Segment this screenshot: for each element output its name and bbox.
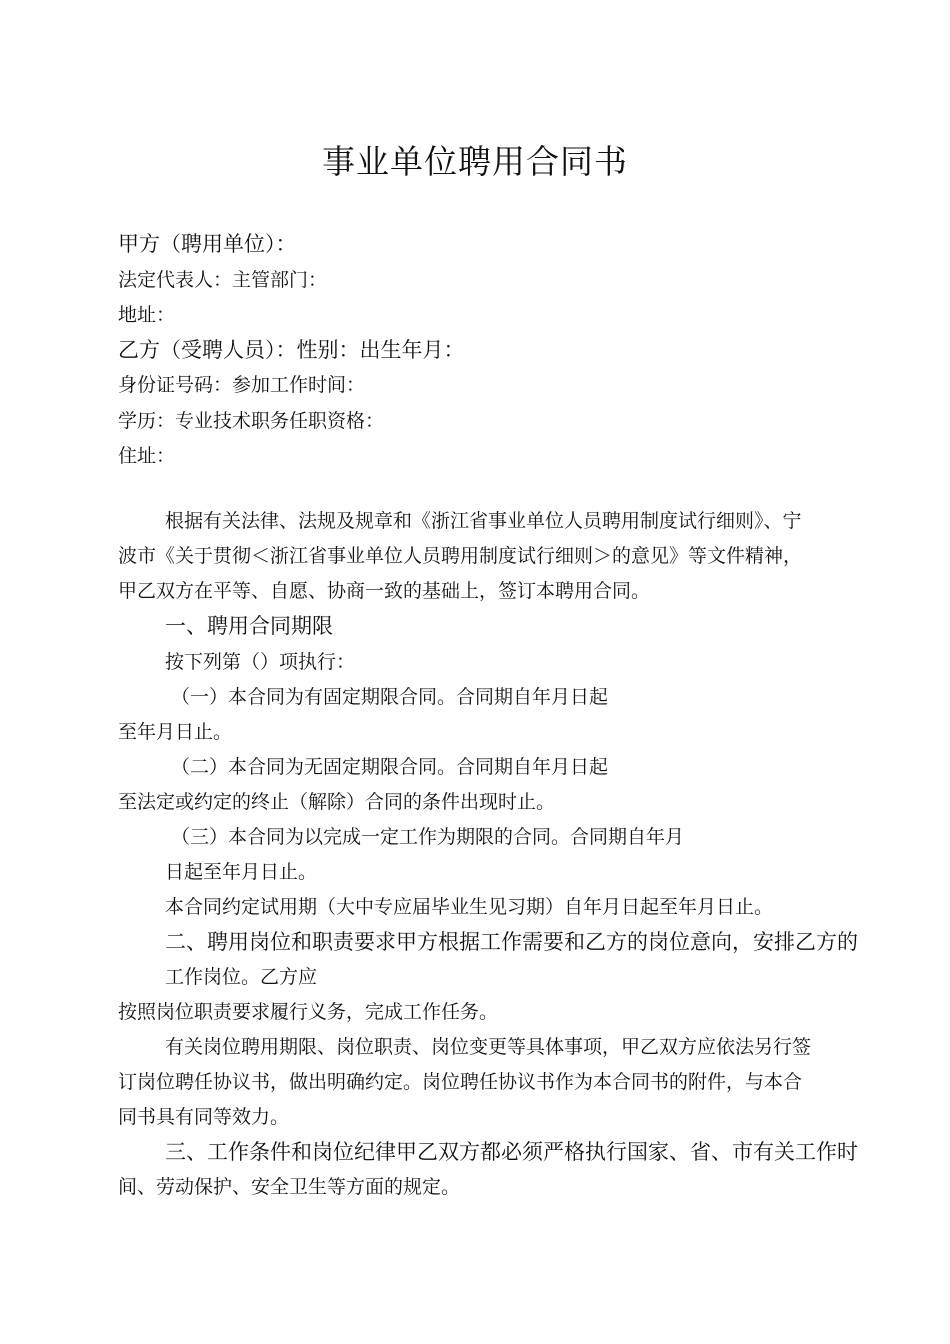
id-number-line: 身份证号码：参加工作时间： <box>118 374 366 396</box>
legal-rep-line: 法定代表人：主管部门： <box>118 269 328 291</box>
address-a-line: 地址： <box>118 304 176 326</box>
section-1-option-3-cont: 日起至年月日止。 <box>165 861 318 883</box>
education-line: 学历：专业技术职务任职资格： <box>118 410 385 432</box>
section-3-cont: 间、劳动保护、安全卫生等方面的规定。 <box>118 1176 461 1198</box>
section-1-title: 一、聘用合同期限 <box>165 614 333 638</box>
party-b-line: 乙方（受聘人员）：性别：出生年月： <box>118 338 465 362</box>
preamble-line-1: 根据有关法律、法规及规章和《浙江省事业单位人员聘用制度试行细则》、宁 <box>165 510 802 532</box>
preamble-line-3: 甲乙双方在平等、自愿、协商一致的基础上，签订本聘用合同。 <box>118 580 651 602</box>
section-1-probation: 本合同约定试用期（大中专应届毕业生见习期）自年月日起至年月日止。 <box>165 896 774 918</box>
section-1-option-1: （一）本合同为有固定期限合同。合同期自年月日起 <box>171 686 609 708</box>
preamble-line-2: 波市《关于贯彻＜浙江省事业单位人员聘用制度试行细则＞的意见》等文件精神， <box>118 545 803 567</box>
party-a-line: 甲方（聘用单位）： <box>118 232 297 256</box>
section-2-para-line-3: 同书具有同等效力。 <box>118 1106 290 1128</box>
document-title: 事业单位聘用合同书 <box>322 142 628 181</box>
section-3-title: 三、工作条件和岗位纪律甲乙双方都必须严格执行国家、省、市有关工作时 <box>165 1140 858 1164</box>
section-1-option-2: （二）本合同为无固定期限合同。合同期自年月日起 <box>171 756 609 778</box>
section-1-intro: 按下列第（）项执行： <box>165 651 356 673</box>
section-2-cont-1: 工作岗位。乙方应 <box>165 966 318 988</box>
section-1-option-1-cont: 至年月日止。 <box>118 721 233 743</box>
section-2-cont-2: 按照岗位职责要求履行义务，完成工作任务。 <box>118 1001 499 1023</box>
section-1-option-3: （三）本合同为以完成一定工作为期限的合同。合同期自年月 <box>171 826 685 848</box>
section-2-para-line-2: 订岗位聘任协议书，做出明确约定。岗位聘任协议书作为本合同书的附件，与本合 <box>118 1071 803 1093</box>
address-b-line: 住址： <box>118 445 176 467</box>
section-2-para-line-1: 有关岗位聘用期限、岗位职责、岗位变更等具体事项，甲乙双方应依法另行签 <box>165 1036 812 1058</box>
section-1-option-2-cont: 至法定或约定的终止（解除）合同的条件出现时止。 <box>118 791 556 813</box>
section-2-title: 二、聘用岗位和职责要求甲方根据工作需要和乙方的岗位意向，安排乙方的 <box>165 930 858 954</box>
